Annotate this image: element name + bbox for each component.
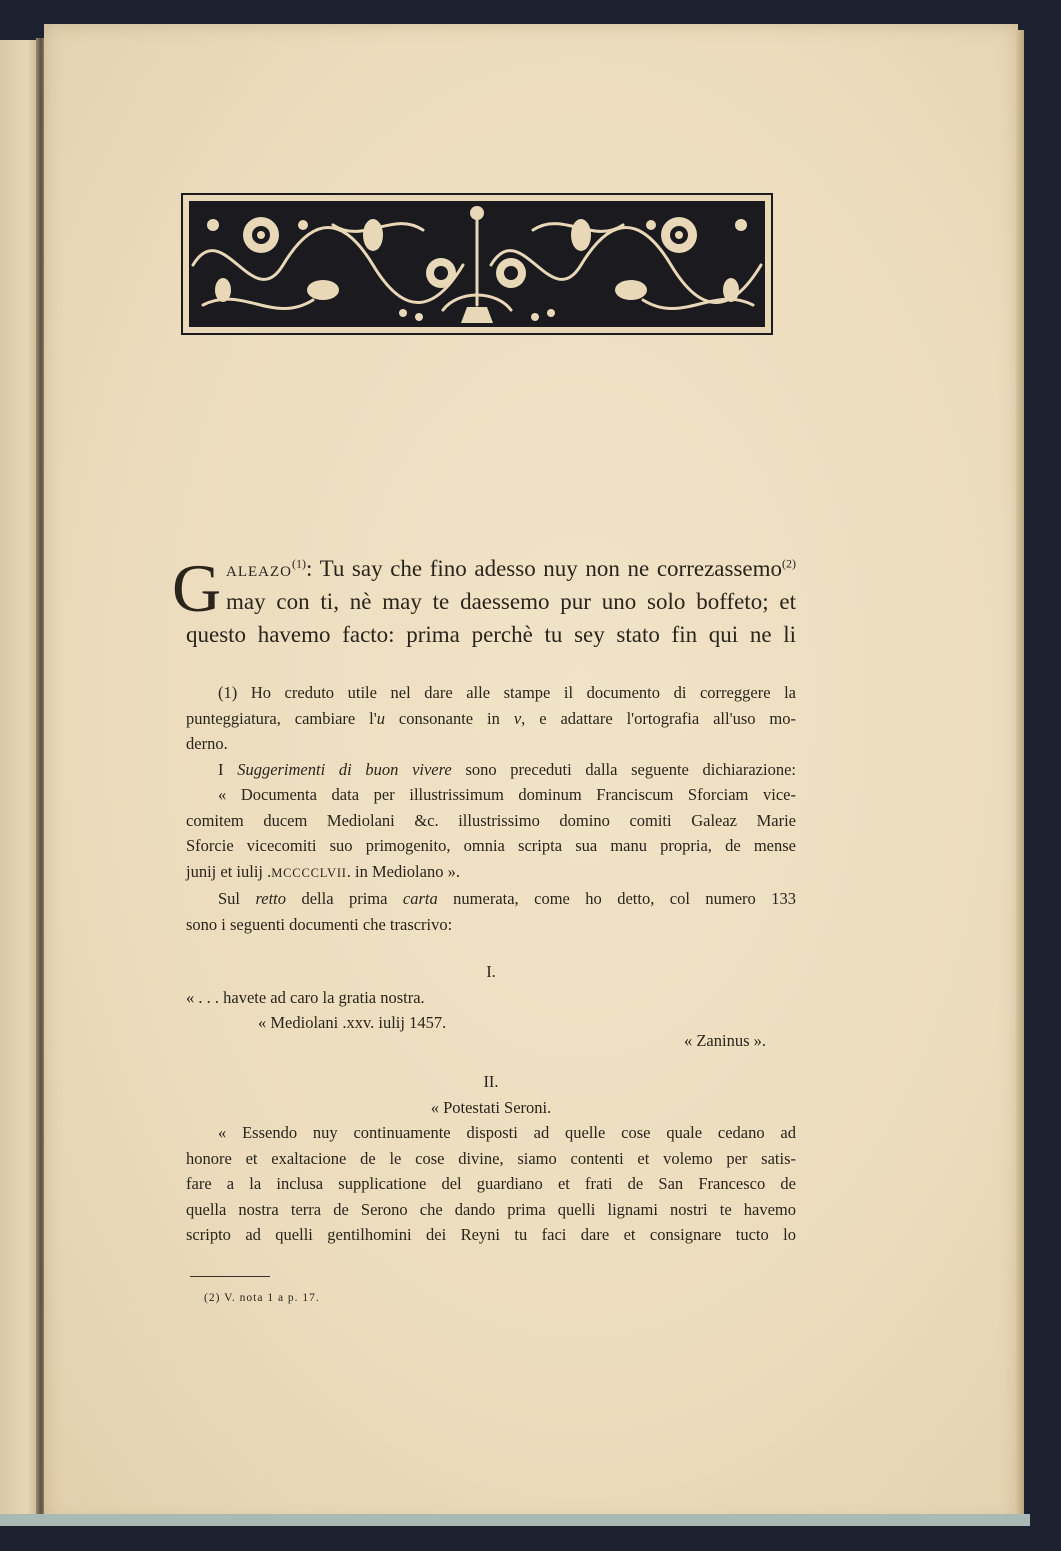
section-2-line-5: scripto ad quelli gentilhomini dei Reyni tu faci dare et consignare tucto lo xyxy=(186,1225,796,1244)
note-1-line-2: punteggiatura, cambiare l'u consonante in v, e adattare l'ortografia all'uso mo- xyxy=(186,708,797,728)
quote-line-1: « Documenta data per illustrissimum dominum Franciscum Sforciam vice- xyxy=(218,785,796,804)
notes-section xyxy=(186,680,796,1248)
footnote-ref-1: (1) xyxy=(292,556,306,571)
quote-line-3: Sforcie vicecomiti suo primogenito, omnia scripta sua manu propria, de mense xyxy=(186,836,796,855)
paragraph-retto: Sul retto della prima carta numerata, come ho detto, col numero 133 xyxy=(218,889,796,908)
section-2-line-2: honore et exaltacione de le cose divine, siamo contenti et volemo per satis- xyxy=(186,1148,796,1168)
paragraph-suggerimenti: I Suggerimenti di buon vivere sono preceduti dalla seguente dichiarazione: xyxy=(218,759,796,779)
main-line-2: may con ti, nè may te daessemo pur uno solo boffeto; et xyxy=(226,589,796,614)
section-1-line-2: « Mediolani .xxv. iulij 1457. xyxy=(258,1013,447,1032)
footnote-2: (2) V. nota 1 a p. 17. xyxy=(204,1292,320,1304)
section-1-signature: « Zaninus ». xyxy=(683,1030,766,1050)
section-heading-1: I. xyxy=(486,962,496,981)
main-line-3: questo havemo facto: prima perchè tu sey stato fin qui ne li xyxy=(186,622,796,647)
note-1-line-3: derno. xyxy=(186,734,228,753)
section-2-line-3: fare a la inclusa supplicatione del guardiano et frati de San Francesco de xyxy=(186,1174,796,1193)
quote-line-2: comitem ducem Mediolani &c. illustrissimo domino comiti Galeaz Marie xyxy=(186,810,796,830)
section-heading-2: II. xyxy=(483,1072,499,1091)
main-text xyxy=(172,550,796,651)
quote-line-4: junij et iulij .MCCCCLVII. in Mediolano ». xyxy=(186,861,460,881)
floral-ornament-icon xyxy=(183,195,771,333)
section-2-address: « Potestati Seroni. xyxy=(430,1097,552,1117)
footnote-ref-2: (2) xyxy=(782,556,796,571)
page-edge xyxy=(1016,30,1024,1520)
ornamental-headpiece xyxy=(181,193,773,335)
note-1-line-1: (1) Ho creduto utile nel dare alle stampe il documento di correggere la xyxy=(218,683,796,702)
paragraph-retto-line-2: sono i seguenti documenti che trascrivo: xyxy=(186,914,453,934)
section-2-line-1: « Essendo nuy continuamente disposti ad quelle cose quale cedano ad xyxy=(218,1123,796,1142)
footnote-divider xyxy=(190,1276,270,1277)
main-line-1: ALEAZO$^{(1)}$: Tu say che fino adesso nuy non ne correzassemo$^{(2)}$ xyxy=(226,556,796,581)
section-1-line-1: « . . . havete ad caro la gratia nostra. xyxy=(186,987,425,1007)
section-2-line-4: quella nostra terra de Serono che dando prima quelli lignami nostri te havemo xyxy=(186,1199,796,1219)
drop-cap-initial: G xyxy=(172,550,222,626)
bottom-strip xyxy=(0,1514,1030,1526)
previous-page-edge xyxy=(0,40,38,1515)
